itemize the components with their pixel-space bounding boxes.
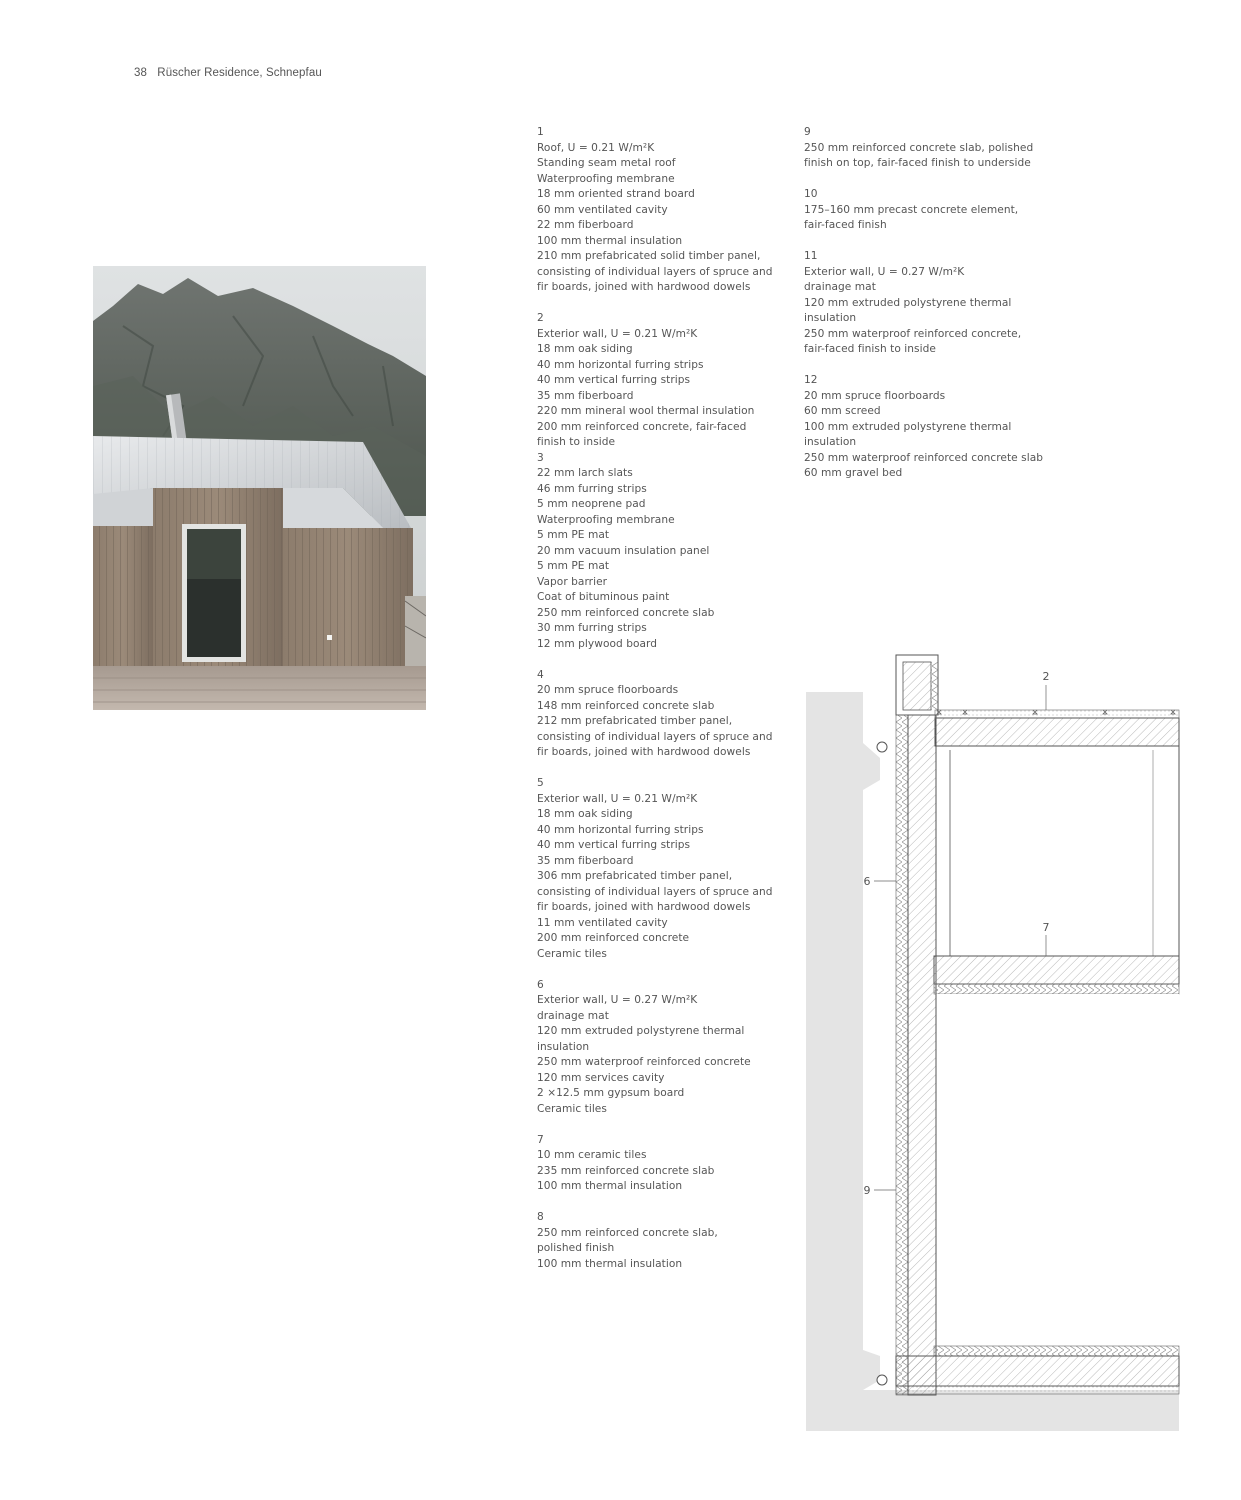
legend-item-6: 6 Exterior wall, U = 0.27 W/m²K drainage mat 120 mm extruded polystyrene thermal insulation 250 mm waterproof reinforced concrete 120 mm services cavity 2 ×12.5 mm gypsum board Ceramic tiles <box>537 978 751 1115</box>
section-drawing <box>800 650 1180 1432</box>
page-header <box>134 67 322 79</box>
legend-item-4: 4 20 mm spruce floorboards 148 mm reinforced concrete slab 212 mm prefabricated timber panel, consisting of individual layers of spruce and fir boards, joined with hardwood dowels <box>537 668 773 758</box>
legend-item-5: 5 Exterior wall, U = 0.21 W/m²K 18 mm oak siding 40 mm horizontal furring strips 40 mm vertical furring strips 35 mm fiberboard 306 mm prefabricated timber panel, consisting of individual layers of spruce and fir boards, joined with hardwood dowels 11 mm ventilated cavity 200 mm reinforced concrete Ceramic tiles <box>537 777 773 960</box>
legend-item-10: 10 175–160 mm precast concrete element, fair-faced finish <box>804 188 1019 231</box>
legend-left-column <box>537 125 787 1288</box>
house-photo <box>93 266 426 710</box>
legend-right-column <box>804 125 1054 497</box>
drawing-label-9: 9 <box>863 1184 871 1197</box>
page-number: 38 <box>134 67 147 79</box>
legend-item-11: 11 Exterior wall, U = 0.27 W/m²K drainage mat 120 mm extruded polystyrene thermal insulation 250 mm waterproof reinforced concrete, fair-faced finish to inside <box>804 250 1022 355</box>
legend-item-1: 1 Roof, U = 0.21 W/m²K Standing seam metal roof Waterproofing membrane 18 mm oriented strand board 60 mm ventilated cavity 22 mm fiberboard 100 mm thermal insulation 210 mm prefabricated solid timber panel, consisting of individual layers of spruce and fir boards, joined with hardwood dowels <box>537 126 773 293</box>
legend-item-7: 7 10 mm ceramic tiles 235 mm reinforced concrete slab 100 mm thermal insulation <box>537 1133 715 1192</box>
drawing-label-7: 7 <box>1042 921 1050 934</box>
legend-item-3: 3 22 mm larch slats 46 mm furring strips 5 mm neoprene pad Waterproofing membrane 5 mm PE mat 20 mm vacuum insulation panel 5 mm PE mat Vapor barrier Coat of bituminous paint 250 mm reinforced concrete slab 30 mm furring strips 12 mm plywood board <box>537 451 715 650</box>
legend-item-8: 8 250 mm reinforced concrete slab, polished finish 100 mm thermal insulation <box>537 1211 718 1270</box>
page-title: Rüscher Residence, Schnepfau <box>157 67 322 79</box>
legend-item-9: 9 250 mm reinforced concrete slab, polished finish on top, fair-faced finish to underside <box>804 126 1034 169</box>
legend-item-12: 12 20 mm spruce floorboards 60 mm screed 100 mm extruded polystyrene thermal insulation 250 mm waterproof reinforced concrete slab 60 mm gravel bed <box>804 374 1044 479</box>
legend-item-2: 2 Exterior wall, U = 0.21 W/m²K 18 mm oak siding 40 mm horizontal furring strips 40 mm vertical furring strips 35 mm fiberboard 220 mm mineral wool thermal insulation 200 mm reinforced concrete, fair-faced finish to inside <box>537 312 755 448</box>
drawing-label-6: 6 <box>863 875 871 888</box>
drawing-label-2: 2 <box>1042 670 1050 683</box>
